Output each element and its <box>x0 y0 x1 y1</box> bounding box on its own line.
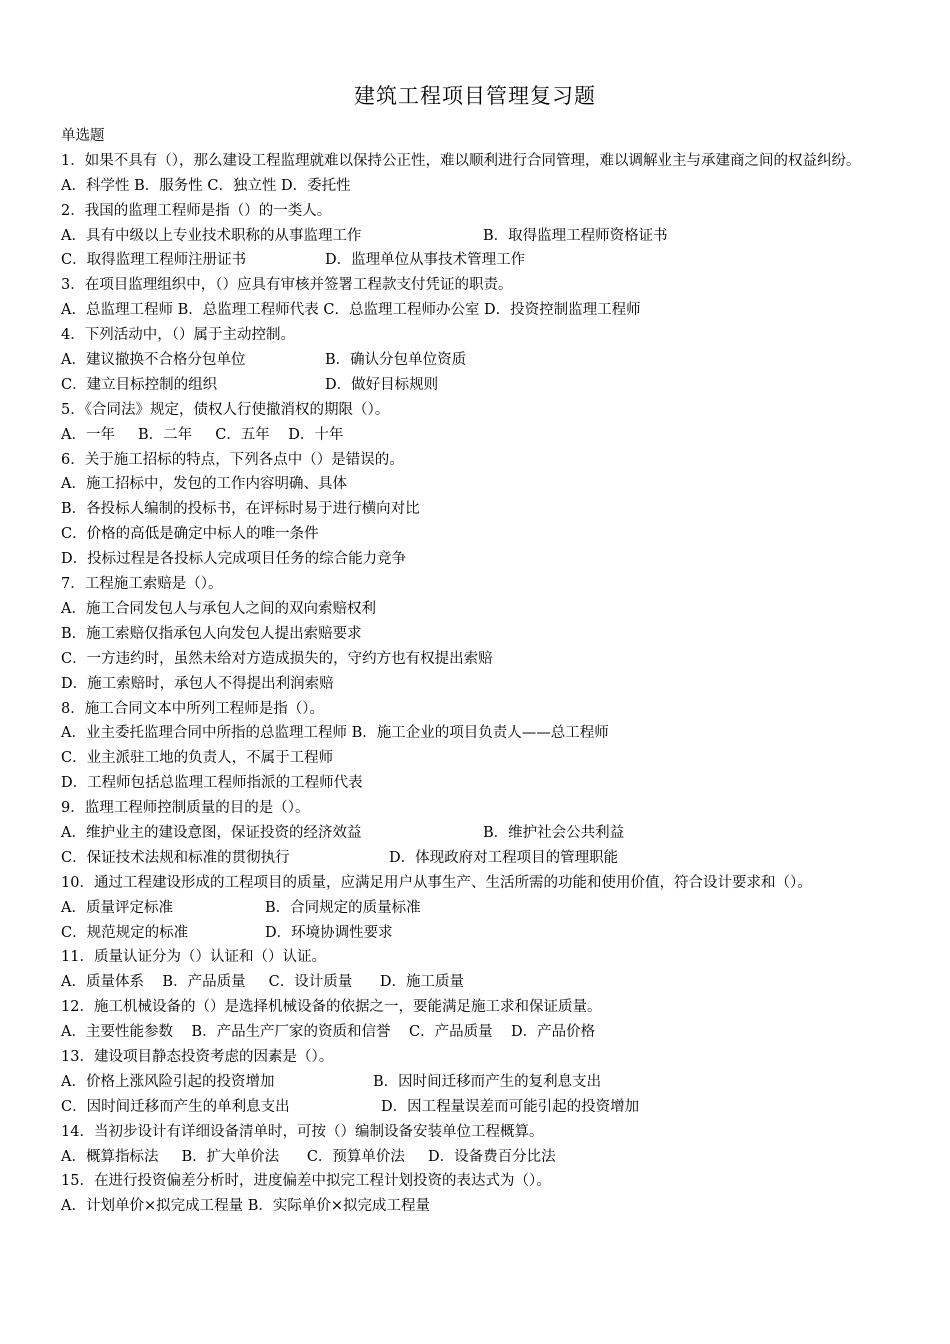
question-11: 11．质量认证分为（）认证和（）认证。 <box>61 949 326 966</box>
question-8-option-d: D．工程师包括总监理工程师指派的工程师代表 <box>61 775 363 792</box>
question-14-options: A．概算指标法 B．扩大单价法 C．预算单价法 D．设备费百分比法 <box>61 1148 556 1165</box>
question-10-options-cd <box>44 921 894 946</box>
option-b: B．合同规定的质量标准 <box>265 899 421 916</box>
option-a: A．价格上涨风险引起的投资增加 <box>61 1073 275 1090</box>
question-7-option-b: B．施工索赔仅指承包人向发包人提出索赔要求 <box>61 625 362 642</box>
option-c: C．取得监理工程师注册证书 <box>61 252 247 269</box>
option-d: D．做好目标规则 <box>325 376 439 393</box>
option-a: A．质量评定标准 <box>61 899 173 916</box>
question-7-option-c: C．一方违约时，虽然未给对方造成损失的，守约方也有权提出索赔 <box>61 650 493 667</box>
question-9-options-cd <box>44 846 894 871</box>
question-6-option-c: C．价格的高低是确定中标人的唯一条件 <box>61 526 319 543</box>
option-b: B．维护社会公共利益 <box>483 824 625 841</box>
question-2-options-cd <box>44 248 894 273</box>
question-13-options-cd <box>44 1095 894 1120</box>
question-4-options-cd <box>44 373 894 398</box>
option-a: A．具有中级以上专业技术职称的从事监理工作 <box>61 227 362 244</box>
question-7-option-a: A．施工合同发包人与承包人之间的双向索赔权利 <box>61 600 376 617</box>
question-5-options: A．一年 B．二年 C．五年 D．十年 <box>61 426 344 443</box>
question-8-option-c: C．业主派驻工地的负责人，不属于工程师 <box>61 750 334 767</box>
option-c: C．保证技术法规和标准的贯彻执行 <box>61 849 290 866</box>
question-13: 13．建设项目静态投资考虑的因素是（）。 <box>61 1048 334 1065</box>
question-6: 6．关于施工招标的特点，下列各点中（）是错误的。 <box>61 451 404 468</box>
option-a: A．建议撤换不合格分包单位 <box>61 352 246 369</box>
question-8: 8．施工合同文本中所列工程师是指（）。 <box>61 700 324 717</box>
question-12-options: A．主要性能参数 B．产品生产厂家的资质和信誉 C．产品质量 D．产品价格 <box>61 1024 596 1041</box>
question-15-options: A．计划单价×拟完成工程量 B．实际单价×拟完成工程量 <box>61 1198 431 1215</box>
question-4-options-ab <box>44 348 894 373</box>
option-d: D．体现政府对工程项目的管理职能 <box>389 849 619 866</box>
question-2-options-ab <box>44 224 894 249</box>
question-7-option-d: D．施工索赔时，承包人不得提出利润索赔 <box>61 675 334 692</box>
question-7: 7．工程施工索赔是（）。 <box>61 576 223 593</box>
question-1: 1．如果不具有（），那么建设工程监理就难以保持公正性，难以顺利进行合同管理，难以调解业主与承建商之间的权益纠纷。 <box>61 152 861 169</box>
question-13-options-ab <box>44 1070 894 1095</box>
question-15: 15．在进行投资偏差分析时，进度偏差中拟完工程计划投资的表达式为（）。 <box>61 1173 551 1190</box>
question-3-options: A．总监理工程师 B．总监理工程师代表 C．总监理工程师办公室 D．投资控制监理工程师 <box>61 302 641 319</box>
option-c: C．因时间迁移而产生的单利息支出 <box>61 1098 290 1115</box>
question-6-option-d: D．投标过程是各投标人完成项目任务的综合能力竞争 <box>61 551 407 568</box>
question-6-option-a: A．施工招标中，发包的工作内容明确、具体 <box>61 476 347 493</box>
question-12: 12．施工机械设备的（）是选择机械设备的依据之一，要能满足施工求和保证质量。 <box>61 999 602 1016</box>
option-b: B．确认分包单位资质 <box>325 352 467 369</box>
option-d: D．因工程量误差而可能引起的投资增加 <box>381 1098 640 1115</box>
question-3: 3．在项目监理组织中，（）应具有审核并签署工程款支付凭证的职责。 <box>61 277 513 294</box>
question-6-option-b: B．各投标人编制的投标书，在评标时易于进行横向对比 <box>61 501 420 518</box>
question-2: 2．我国的监理工程师是指（）的一类人。 <box>61 202 332 219</box>
option-d: D．环境协调性要求 <box>265 924 393 941</box>
option-b: B．因时间迁移而产生的复利息支出 <box>373 1073 602 1090</box>
option-a: A．维护业主的建设意图，保证投资的经济效益 <box>61 824 362 841</box>
option-c: C．建立目标控制的组织 <box>61 376 218 393</box>
question-9: 9．监理工程师控制质量的目的是（）。 <box>61 800 310 817</box>
question-14: 14．当初步设计有详细设备清单时，可按（）编制设备安装单位工程概算。 <box>61 1123 544 1140</box>
question-list <box>44 124 894 1219</box>
question-1-options: A．科学性 B．服务性 C．独立性 D．委托性 <box>61 177 351 194</box>
question-10-options-ab <box>44 896 894 921</box>
question-4: 4．下列活动中，（）属于主动控制。 <box>61 327 295 344</box>
question-8-options-ab: A．业主委托监理合同中所指的总监理工程师 B．施工企业的项目负责人——总工程师 <box>61 725 609 742</box>
option-b: B．取得监理工程师资格证书 <box>483 227 668 244</box>
question-9-options-ab <box>44 821 894 846</box>
option-c: C．规范规定的标准 <box>61 924 189 941</box>
option-d: D．监理单位从事技术管理工作 <box>325 252 526 269</box>
question-11-options: A．质量体系 B．产品质量 C．设计质量 D．施工质量 <box>61 974 464 991</box>
document-title: 建筑工程项目管理复习题 <box>354 84 596 108</box>
question-5: 5．《合同法》规定，债权人行使撤消权的期限（）。 <box>61 401 390 418</box>
section-heading: 单选题 <box>61 128 105 144</box>
question-10: 10．通过工程建设形成的工程项目的质量，应满足用户从事生产、生活所需的功能和使用价值，符合设计要求和（）。 <box>61 874 812 891</box>
